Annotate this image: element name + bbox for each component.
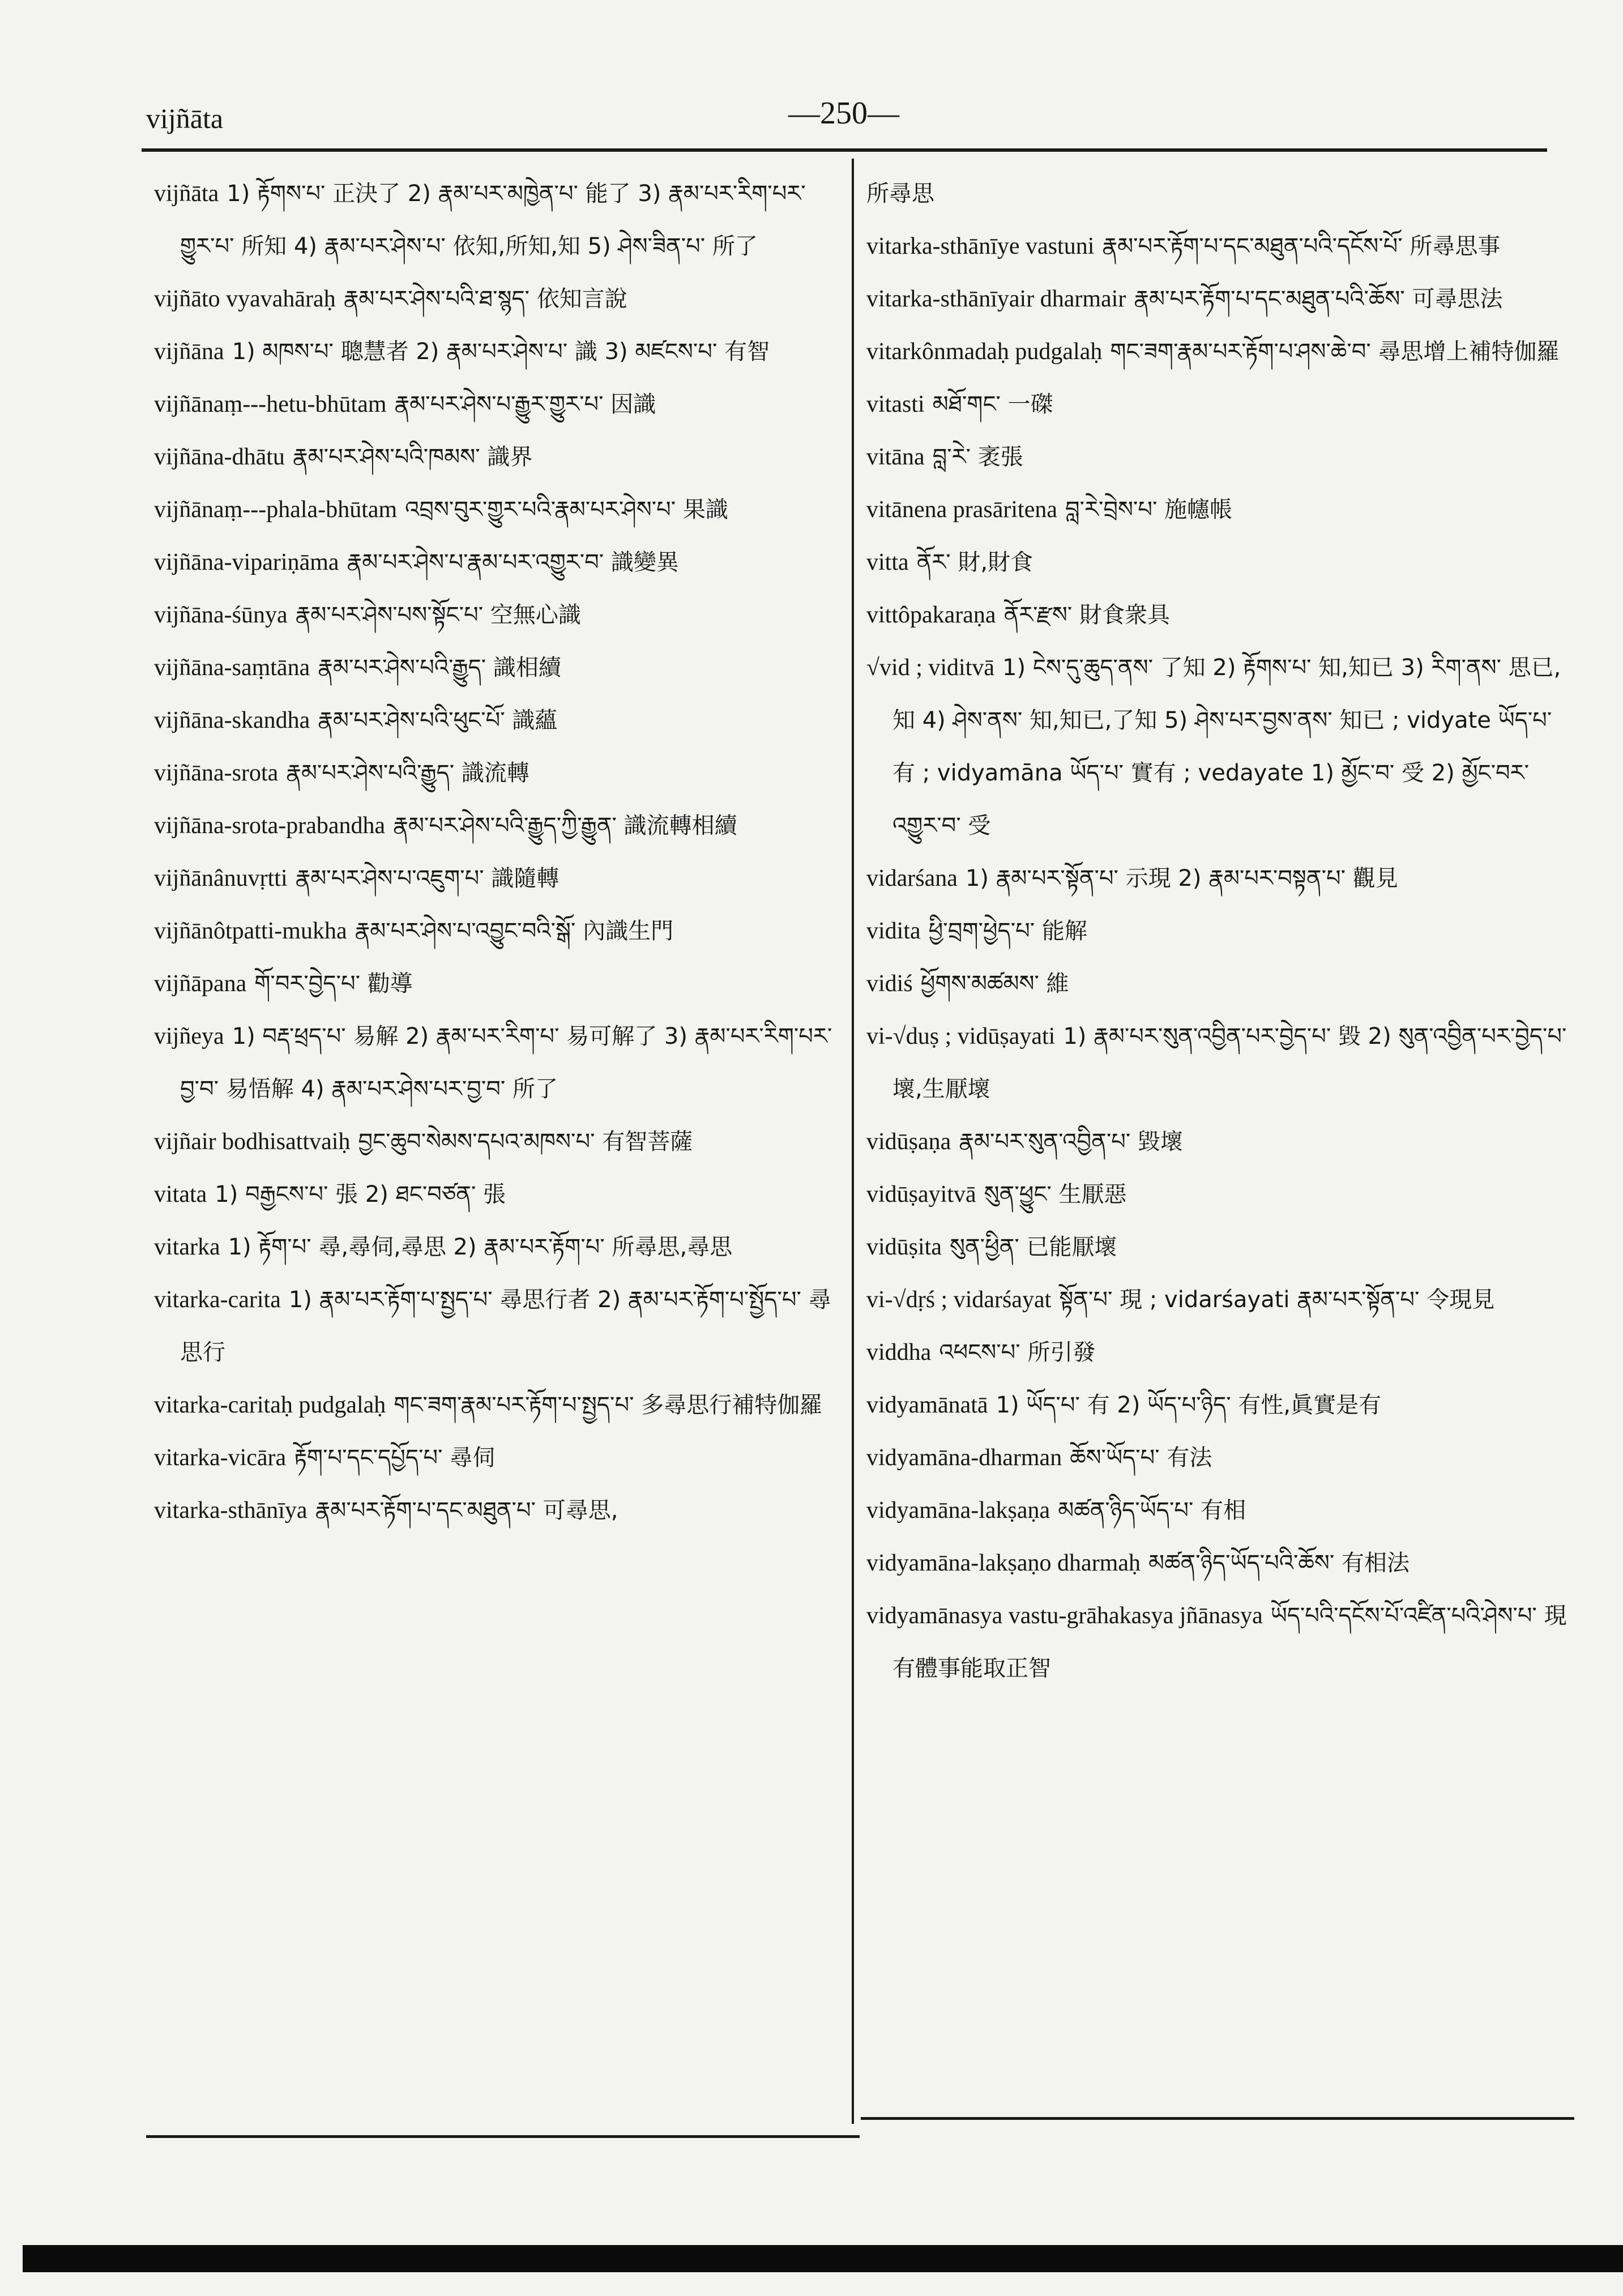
entry-term: vijñānânuvṛtti — [154, 865, 288, 891]
dictionary-entry — [866, 1590, 1569, 1695]
entry-gloss: སུན་ཕྱུང་ 生厭惡 — [984, 1181, 1127, 1207]
dictionary-entry — [154, 1379, 834, 1432]
entry-term: vidyamāna-lakṣaṇa — [866, 1497, 1050, 1523]
entry-term: vitarka-carita — [154, 1287, 281, 1313]
dictionary-entry — [866, 1326, 1569, 1379]
dictionary-entry — [866, 1484, 1569, 1537]
entry-term: viddha — [866, 1339, 932, 1365]
dictionary-entry — [154, 1274, 834, 1379]
entry-term: vitasti — [866, 391, 925, 417]
entry-gloss: 1) རྟོགས་པ་ 正決了 2) རྣམ་པར་མཁྱེན་པ་ 能了 3) རྣམ་པར་རིག་པར་གྱུར་པ་ 所知 4) རྣམ་པར་ཤེས་པ་ 依知,所知,知 5) ཤེས་ཟིན་པ་ 所了 — [180, 181, 806, 259]
entry-gloss: རྣམ་པར་སུན་འབྱིན་པ་ 毀壞 — [959, 1129, 1183, 1155]
entry-gloss: 1) ཡོད་པ་ 有 2) ཡོད་པ་ཉིད་ 有性,眞實是有 — [996, 1392, 1382, 1418]
entry-gloss: སུན་ཕྱིན་ 已能厭壞 — [950, 1234, 1117, 1260]
entry-term: vijñāta — [154, 181, 219, 207]
dictionary-entry — [154, 747, 834, 800]
entry-term: vidyamānasya vastu-grāhakasya jñānasya — [866, 1603, 1263, 1629]
dictionary-entry — [154, 273, 834, 326]
entry-term: √vid ; viditvā — [866, 655, 995, 681]
entry-term: vitarka-vicāra — [154, 1445, 287, 1471]
entry-term: vijñāpana — [154, 971, 247, 997]
entry-gloss: རྣམ་པར་རྟོག་པ་དང་མཐུན་པའི་ཆོས་ 可尋思法 — [1134, 286, 1503, 312]
entry-term: vidita — [866, 918, 921, 944]
entry-gloss: མཚན་ཉིད་ཡོད་པའི་ཆོས་ 有相法 — [1148, 1550, 1410, 1576]
dictionary-entry — [866, 1168, 1569, 1221]
entry-gloss: རྣམ་པར་ཤེས་པ་འཇུག་པ་ 識隨轉 — [295, 865, 559, 891]
dictionary-entry — [866, 1274, 1569, 1326]
entry-gloss: 1) བརྡ་ཕྲད་པ་ 易解 2) རྣམ་པར་རིག་པ་ 易可解了 3) རྣམ་པར་རིག་པར་བྱ་བ་ 易悟解 4) རྣམ་པར་ཤེས་པར་བྱ་བ་ 所了 — [180, 1023, 832, 1102]
entry-gloss: 1) རྣམ་པར་སྟོན་པ་ 示現 2) རྣམ་པར་བསྟན་པ་ 觀見 — [965, 865, 1398, 891]
entry-gloss: 1) རྣམ་པར་རྟོག་པ་སྤྱད་པ་ 尋思行者 2) རྣམ་པར་རྟོག་པ་སྤྱོད་པ་ 尋思行 — [180, 1287, 831, 1365]
entry-term: vitata — [154, 1181, 207, 1207]
entry-gloss: གང་ཟག་རྣམ་པར་རྟོག་པ་ཤས་ཆེ་བ་ 尋思增上補特伽羅 — [1110, 339, 1560, 365]
entry-gloss: 1) མཁས་པ་ 聰慧者 2) རྣམ་པར་ཤེས་པ་ 識 3) མཛངས་པ་ 有智 — [232, 339, 770, 365]
entry-term: vijñāna-vipariṇāma — [154, 549, 339, 575]
entry-gloss: རྣམ་པར་ཤེས་པས་སྟོང་པ་ 空無心識 — [295, 602, 581, 628]
dictionary-entry — [154, 694, 834, 747]
entry-term: vidyamānatā — [866, 1392, 988, 1418]
entry-term: vitarkônmadaḥ pudgalaḥ — [866, 339, 1103, 365]
entry-term: vitarka-caritaḥ pudgalaḥ — [154, 1392, 386, 1418]
dictionary-entry — [154, 1010, 834, 1116]
entry-term: vidiś — [866, 971, 913, 997]
entry-gloss: བླ་རེ་བྲེས་པ་ 施幰帳 — [1065, 497, 1233, 523]
entry-term: vitarka-sthānīye vastuni — [866, 233, 1095, 259]
entry-gloss: ནོར་ 財,財食 — [916, 549, 1033, 575]
dictionary-entry — [154, 1116, 834, 1168]
entry-term: vijñāna — [154, 339, 224, 365]
entry-gloss: འཕངས་པ་ 所引發 — [939, 1339, 1096, 1365]
entry-term: vijñāna-dhātu — [154, 444, 285, 470]
entry-gloss: ཕྱི་བྲག་ཕྱེད་པ་ 能解 — [928, 918, 1087, 944]
entry-term: vijñānaṃ---hetu-bhūtam — [154, 391, 387, 417]
entry-gloss: རྣམ་པར་ཤེས་པའི་རྒྱུད་ 識相續 — [318, 655, 561, 681]
footer-rule-left — [146, 2135, 860, 2138]
entry-gloss: རྣམ་པར་ཤེས་པ་རྒྱུར་གྱུར་པ་ 因識 — [394, 391, 656, 417]
dictionary-entry — [154, 852, 834, 905]
dictionary-entry — [154, 1168, 834, 1221]
page-number: —250— — [788, 96, 899, 131]
entry-gloss: སྟོན་པ་ 現 ; vidarśayati རྣམ་པར་སྟོན་པ་ 令現見 — [1059, 1287, 1495, 1313]
entry-gloss: 1) ངེས་དུ་ཆུད་ནས་ 了知 2) རྟོགས་པ་ 知,知已 3) རིག་ནས་ 思已,知 4) ཤེས་ནས་ 知,知已,了知 5) ཤེས་པར་བྱས་ནས་ 知已 ; vidyate ཡོད་པ་ 有 ; vidyamāna ཡོད་པ་ 實有 ; vedayate 1) མྱོང་བ་ 受 2) མྱོང་བར་འགྱུར་བ་ 受 — [892, 655, 1561, 839]
entry-gloss: རྣམ་པར་ཤེས་པ་རྣམ་པར་འགྱུར་བ་ 識變異 — [347, 549, 679, 575]
entry-gloss: རྣམ་པར་ཤེས་པའི་རྒྱུད་ 識流轉 — [286, 760, 529, 786]
entry-term: vijñāna-skandha — [154, 707, 310, 733]
dictionary-entry — [866, 1379, 1569, 1432]
entry-gloss: 1) བརྒྱངས་པ་ 張 2) ཐང་བཙན་ 張 — [215, 1181, 506, 1207]
dictionary-entry — [866, 536, 1569, 589]
entry-term: vijñair bodhisattvaiḥ — [154, 1129, 351, 1155]
column-divider — [852, 159, 854, 2124]
dictionary-entry — [154, 536, 834, 589]
dictionary-entry — [866, 905, 1569, 958]
entry-gloss: མཐོ་གང་ 一磔 — [932, 391, 1053, 417]
dictionary-entry — [866, 1221, 1569, 1274]
entry-term: vijñāto vyavahāraḥ — [154, 286, 336, 312]
entry-term: vitta — [866, 549, 909, 575]
dictionary-entry — [866, 852, 1569, 905]
entry-gloss: མཚན་ཉིད་ཡོད་པ་ 有相 — [1058, 1497, 1246, 1523]
dictionary-entry — [866, 378, 1569, 431]
dictionary-entry — [866, 484, 1569, 536]
entry-term: vijñāna-srota — [154, 760, 279, 786]
entry-gloss: 1) རྣམ་པར་སུན་འབྱིན་པར་བྱེད་པ་ 毀 2) སུན་འབྱིན་པར་བྱེད་པ་ 壞,生厭壞 — [892, 1023, 1567, 1102]
entry-term: vijñānaṃ---phala-bhūtam — [154, 497, 398, 523]
dictionary-entry — [154, 431, 834, 484]
entry-gloss: རྣམ་པར་ཤེས་པའི་ཁམས་ 識界 — [292, 444, 533, 470]
entry-term: vittôpakaraṇa — [866, 602, 996, 628]
entry-term: vidūṣita — [866, 1234, 942, 1260]
dictionary-entry — [154, 1221, 834, 1274]
entry-gloss: འབྲས་བུར་གྱུར་པའི་རྣམ་པར་ཤེས་པ་ 果識 — [405, 497, 728, 523]
entry-term: vijñāna-saṃtāna — [154, 655, 310, 681]
dictionary-entry — [154, 958, 834, 1010]
dictionary-entry — [154, 1432, 834, 1484]
dictionary-entry — [866, 431, 1569, 484]
entry-term: vidyamāna-dharman — [866, 1445, 1062, 1471]
entry-term: vijñāna-śūnya — [154, 602, 288, 628]
dictionary-entry — [866, 1010, 1569, 1116]
entry-term: vitarka-sthānīyair dharmair — [866, 286, 1126, 312]
entry-term: vidarśana — [866, 865, 958, 891]
entry-gloss: རྣམ་པར་རྟོག་པ་དང་མཐུན་པའི་དངོས་པོ་ 所尋思事 — [1102, 233, 1501, 259]
dictionary-entry — [154, 1484, 834, 1537]
entry-gloss: རྣམ་པར་རྟོག་པ་དང་མཐུན་པ་ 可尋思, — [315, 1497, 618, 1523]
dictionary-entry — [154, 326, 834, 378]
dictionary-entry — [866, 589, 1569, 642]
right-column — [866, 168, 1569, 1695]
dictionary-entry — [866, 642, 1569, 852]
entry-gloss: རྣམ་པར་ཤེས་པའི་རྒྱུད་ཀྱི་རྒྱུན་ 識流轉相續 — [393, 813, 737, 839]
entry-term: vidūṣayitvā — [866, 1181, 976, 1207]
dictionary-entry — [866, 1537, 1569, 1590]
entry-term: vitānena prasāritena — [866, 497, 1057, 523]
entry-gloss: རྣམ་པར་ཤེས་པའི་ཕུང་པོ་ 識蘊 — [318, 707, 558, 733]
dictionary-entry — [154, 800, 834, 852]
entry-gloss: 所尋思 — [866, 181, 934, 207]
scan-edge-bar — [23, 2245, 1623, 2272]
entry-term: vitarka-sthānīya — [154, 1497, 307, 1523]
entry-term: vitāna — [866, 444, 925, 470]
entry-term: vi-√duṣ ; vidūṣayati — [866, 1023, 1056, 1049]
entry-term: vidūṣaṇa — [866, 1129, 951, 1155]
dictionary-entry — [866, 220, 1569, 273]
entry-gloss: གང་ཟག་རྣམ་པར་རྟོག་པ་སྤྱད་པ་ 多尋思行補特伽羅 — [394, 1392, 823, 1418]
entry-term: vijñānôtpatti-mukha — [154, 918, 347, 944]
entry-gloss: 1) རྟོག་པ་ 尋,尋伺,尋思 2) རྣམ་པར་རྟོག་པ་ 所尋思,尋思 — [228, 1234, 733, 1260]
entry-gloss: ཡོད་པའི་དངོས་པོ་འཛིན་པའི་ཤེས་པ་ 現有體事能取正智 — [892, 1603, 1567, 1682]
dictionary-entry — [154, 168, 834, 273]
entry-gloss: ཕྱོགས་མཚམས་ 維 — [920, 971, 1069, 997]
running-headword: vijñāta — [146, 103, 224, 134]
entry-gloss: བྱང་ཆུབ་སེམས་དཔའ་མཁས་པ་ 有智菩薩 — [358, 1129, 693, 1155]
dictionary-entry — [154, 484, 834, 536]
dictionary-entry — [866, 168, 1569, 220]
dictionary-entry — [154, 589, 834, 642]
dictionary-entry — [154, 905, 834, 958]
dictionary-entry — [866, 1432, 1569, 1484]
dictionary-entry — [154, 378, 834, 431]
dictionary-entry — [866, 1116, 1569, 1168]
entry-gloss: བླ་རེ་ 袤張 — [932, 444, 1023, 470]
entry-gloss: ཆོས་ཡོད་པ་ 有法 — [1070, 1445, 1212, 1471]
entry-gloss: རྣམ་པར་ཤེས་པ་འབྱུང་བའི་སྒོ་ 內識生門 — [355, 918, 674, 944]
entry-gloss: གོ་བར་བྱེད་པ་ 勸導 — [254, 971, 413, 997]
entry-term: vidyamāna-lakṣaṇo dharmaḥ — [866, 1550, 1141, 1576]
dictionary-entry — [866, 273, 1569, 326]
entry-gloss: རྣམ་པར་ཤེས་པའི་ཐ་སྙད་ 依知言說 — [343, 286, 627, 312]
header-rule — [142, 148, 1547, 152]
footer-rule-right — [861, 2117, 1574, 2120]
dictionary-entry — [866, 958, 1569, 1010]
entry-term: vijñāna-srota-prabandha — [154, 813, 386, 839]
entry-gloss: རྟོག་པ་དང་དཔྱོད་པ་ 尋伺 — [294, 1445, 496, 1471]
entry-term: vi-√dṛś ; vidarśayat — [866, 1287, 1052, 1313]
dictionary-entry — [154, 642, 834, 694]
entry-term: vijñeya — [154, 1023, 224, 1049]
dictionary-entry — [866, 326, 1569, 378]
entry-term: vitarka — [154, 1234, 220, 1260]
entry-gloss: ནོར་རྫས་ 財食衆具 — [1003, 602, 1170, 628]
left-column — [154, 168, 834, 1537]
